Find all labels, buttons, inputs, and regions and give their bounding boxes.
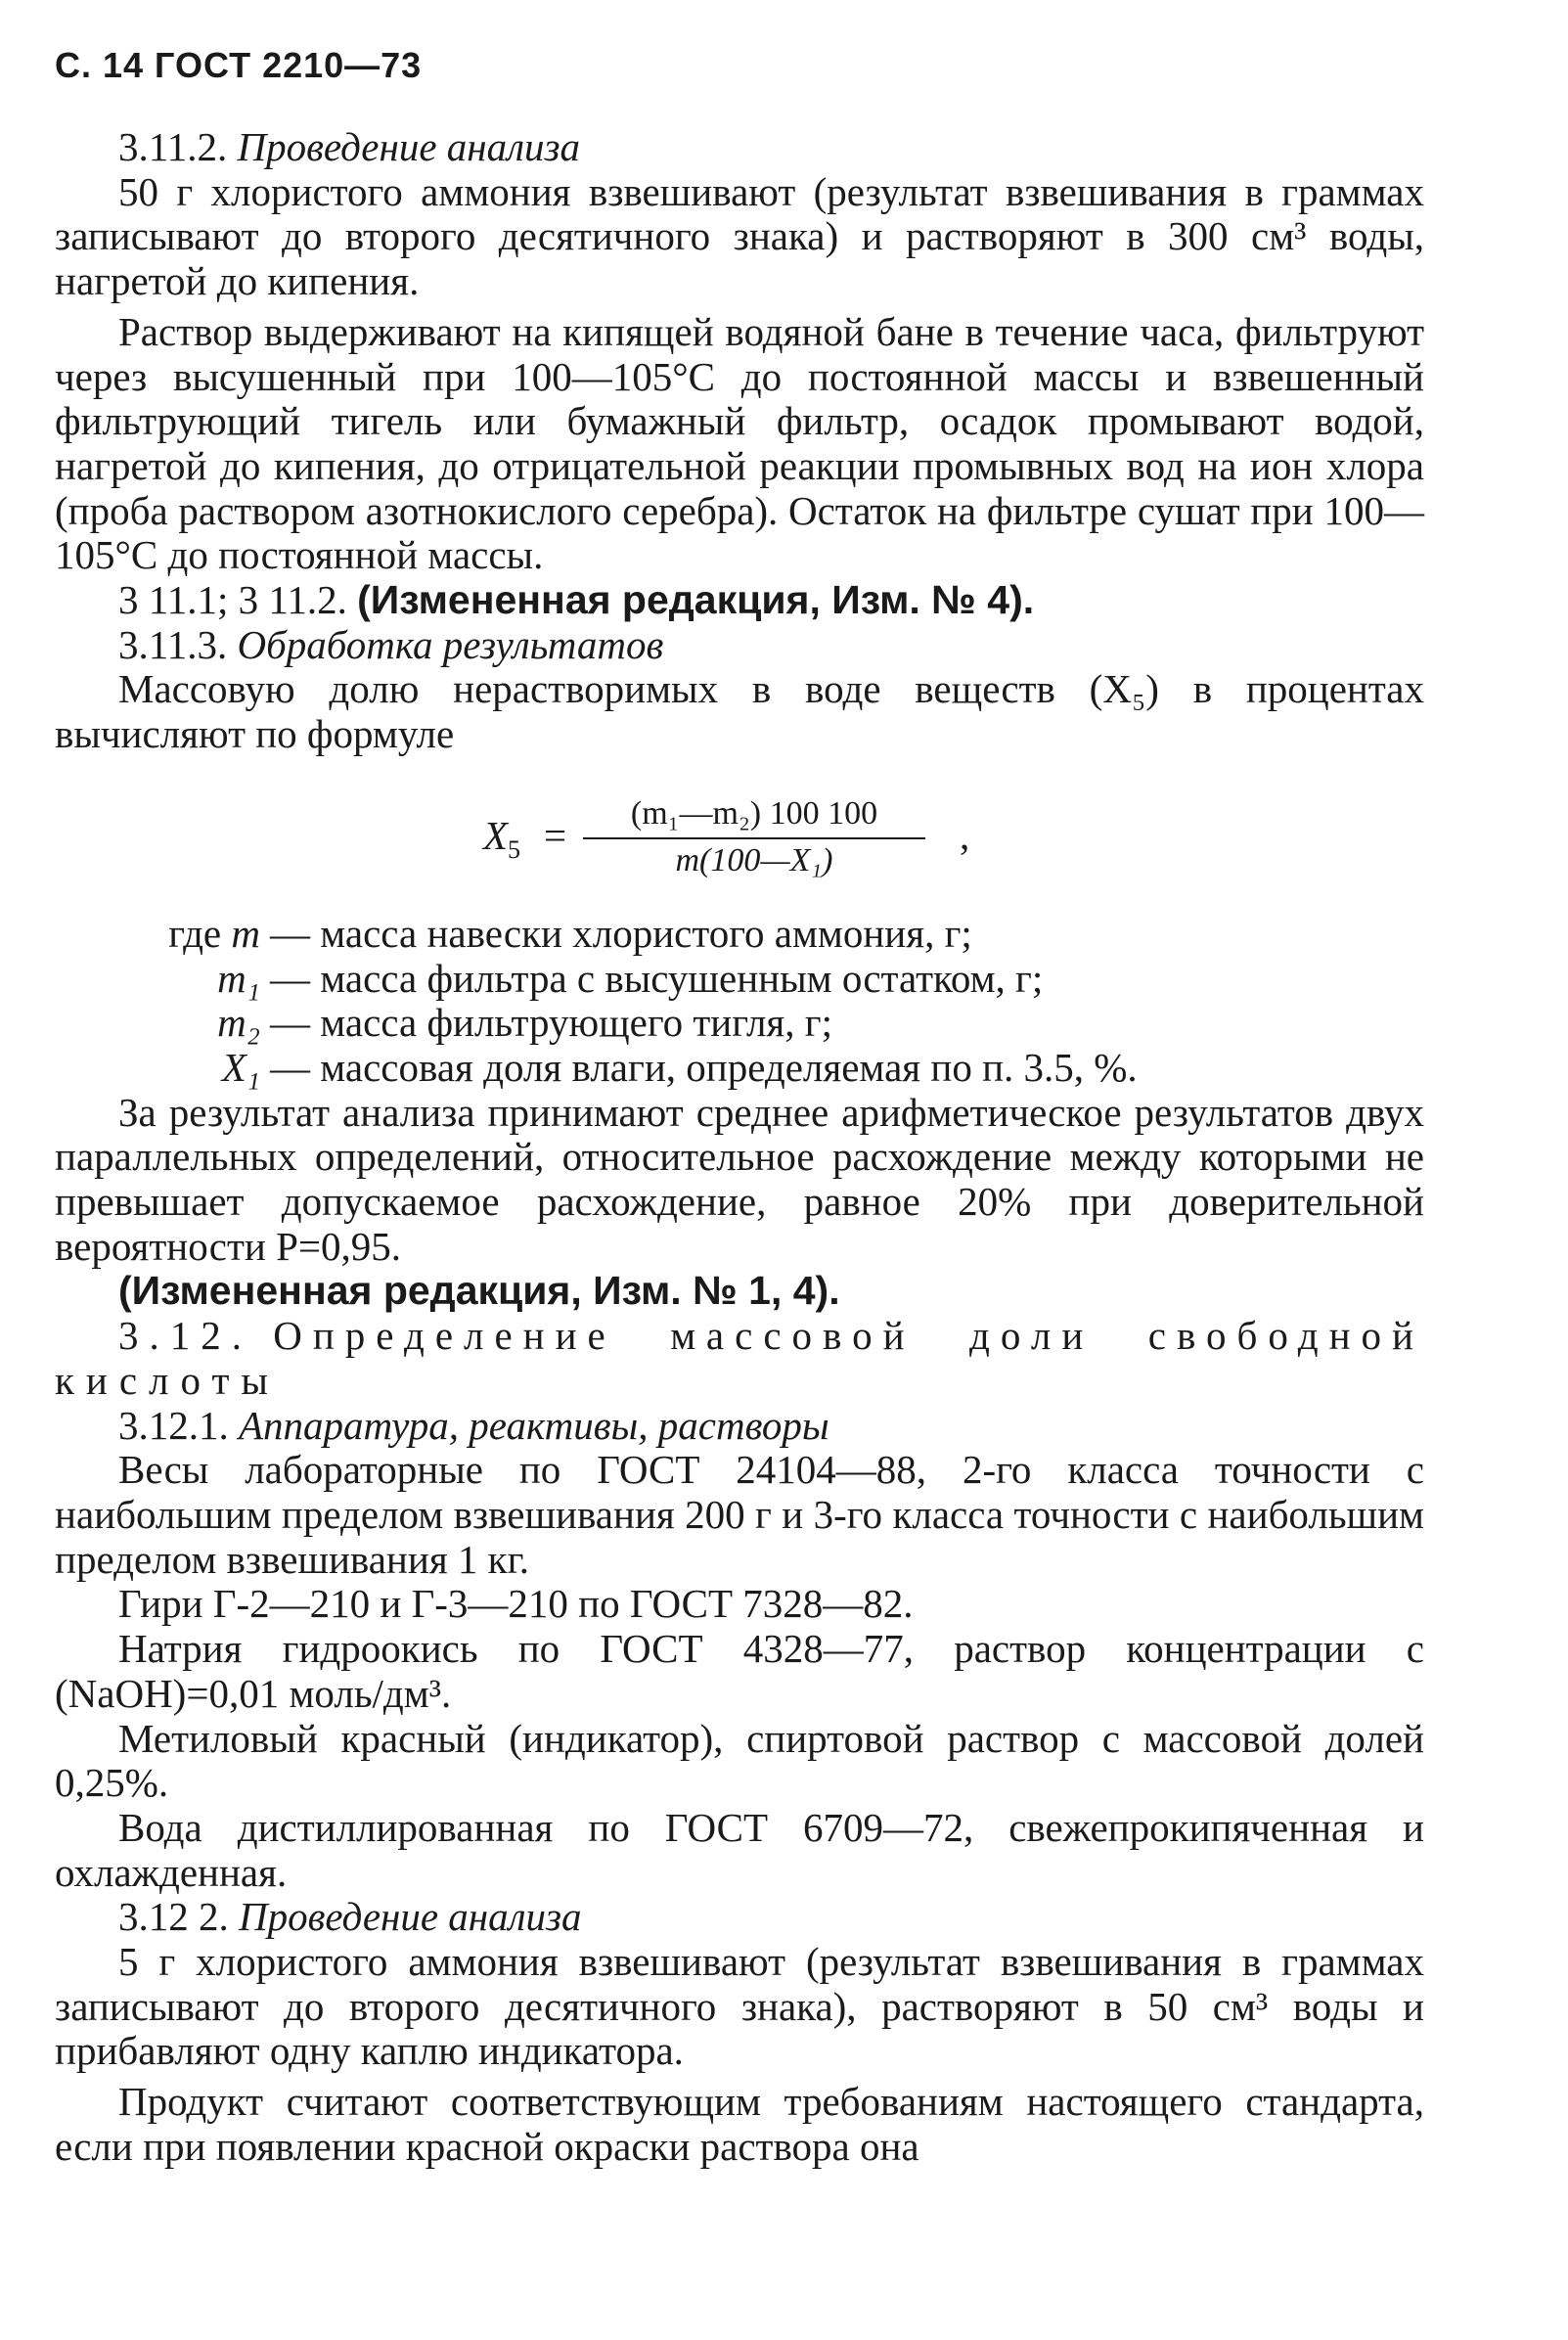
section-number: 3.12.1. bbox=[118, 1402, 239, 1448]
section-number: 3.12 2. bbox=[118, 1894, 239, 1940]
paragraph-weights: Гири Г-2—210 и Г-3—210 по ГОСТ 7328—82. bbox=[118, 1581, 914, 1627]
where-item bbox=[55, 1001, 1424, 1046]
section-number: 3.11.2. bbox=[118, 124, 238, 169]
variable-symbol: X₁ bbox=[221, 1044, 260, 1090]
heading-word: массовой bbox=[670, 1313, 916, 1359]
section-3-11-3-heading bbox=[55, 623, 1424, 668]
formula-numerator: (m₁—m₂) 100 100 bbox=[583, 792, 925, 839]
paragraph-sample-weighing: 50 г хлористого аммония взвешивают (результат взвешивания в граммах записывают до второго десятичного знака) и растворяют в 300 см³ воды, нагретой до кипения. bbox=[55, 168, 1424, 304]
where-item: где m — масса навески хлористого аммония, г; bbox=[55, 912, 1424, 957]
section-number: 3.11.3. bbox=[118, 621, 238, 667]
formula-lhs: $X_5$ bbox=[483, 812, 521, 865]
paragraph-formula-intro: Массовую долю нерастворимых в воде веществ (X₅) в процентах вычисляют по формуле bbox=[55, 666, 1424, 757]
document-page bbox=[55, 39, 1424, 2170]
heading-word: 3.12. Определение bbox=[118, 1313, 616, 1359]
heading-word: доли bbox=[969, 1313, 1095, 1359]
paragraph-scales: Весы лабораторные по ГОСТ 24104—88, 2-го класса точности с наибольшим пределом взвешивания 200 г и 3-го класса точности с наибольшим пределом взвешивания 1 кг. bbox=[55, 1447, 1424, 1582]
section-title: Проведение анализа bbox=[239, 1894, 582, 1940]
change-note-text: (Измененная редакция, Изм. № 4). bbox=[357, 577, 1035, 623]
variable-description: — масса фильтра с высушенным остатком, г; bbox=[270, 955, 1044, 1001]
paragraph-result: За результат анализа принимают среднее арифметическое результатов двух параллельных определений, относительное расхождение между которыми не превышает допускаемое расхождение, равное 20% при доверительной вероятности Р=0,95. bbox=[55, 1089, 1424, 1269]
page-header: С. 14 ГОСТ 2210—73 bbox=[55, 45, 423, 85]
formula-equals: = bbox=[544, 812, 567, 858]
section-title: Аппаратура, реактивы, растворы bbox=[239, 1402, 829, 1448]
paragraph-indicator: Метиловый красный (индикатор), спиртовой раствор с массовой долей 0,25%. bbox=[55, 1715, 1424, 1806]
change-note-ref: 3 11.1; 3 11.2. bbox=[118, 577, 358, 623]
section-title: Обработка результатов bbox=[237, 621, 664, 667]
variable-symbol: m₁ bbox=[217, 955, 260, 1001]
heading-word: свободной bbox=[1147, 1313, 1424, 1359]
variable-symbol: m bbox=[231, 910, 260, 956]
paragraph-naoh: Натрия гидроокись по ГОСТ 4328—77, раствор концентрации с (NaOH)=0,01 моль/дм³. bbox=[55, 1626, 1424, 1716]
paragraph-filtering: Раствор выдерживают на кипящей водяной бане в течение часа, фильтруют через высушенный при 100—105°С до постоянной массы и взвешенный фильтрующий тигель или бумажный фильтр, осадок промывают водой, нагретой до кипения, до отрицательной реакции промывных вод на ион хлора (проба раствором азотнокислого серебра). Остаток на фильтре сушат при 100—105°С до постоянной массы. bbox=[55, 308, 1424, 578]
change-note-1-4: (Измененная редакция, Изм. № 1, 4). bbox=[118, 1268, 840, 1314]
section-3-12-heading-tail: кислоты bbox=[55, 1357, 280, 1403]
paragraph-water: Вода дистиллированная по ГОСТ 6709—72, свежепрокипяченная и охлажденная. bbox=[55, 1804, 1424, 1895]
formula-denominator: m(100—X₁) bbox=[675, 841, 833, 878]
formula-x5 bbox=[55, 792, 1424, 882]
section-3-12-heading bbox=[55, 1314, 1424, 1359]
section-3-12-1-heading bbox=[55, 1404, 1424, 1449]
where-item bbox=[55, 957, 1424, 1002]
formula-fraction bbox=[583, 792, 925, 882]
variable-description: — масса фильтрующего тигля, г; bbox=[270, 1000, 833, 1046]
variable-description: — масса навески хлористого аммония, г; bbox=[270, 910, 972, 956]
section-3-11-2-heading bbox=[55, 125, 1424, 170]
paragraph-sample-dissolve: 5 г хлористого аммония взвешивают (результат взвешивания в граммах записывают до второго десятичного знака), растворяют в 50 см³ воды и прибавляют одну каплю индикатора. bbox=[55, 1939, 1424, 2074]
section-title: Проведение анализа bbox=[237, 124, 581, 169]
variable-description: — массовая доля влаги, определяемая по п. 3.5, %. bbox=[270, 1044, 1138, 1090]
where-item bbox=[55, 1046, 1424, 1091]
formula-comma: , bbox=[960, 812, 970, 858]
change-note-4 bbox=[55, 578, 1424, 623]
paragraph-conformity: Продукт считают соответствующим требованиям настоящего стандарта, если при появлении красной окраски раствора она bbox=[55, 2079, 1424, 2169]
section-3-12-2-heading bbox=[55, 1895, 1424, 1940]
variable-symbol: m₂ bbox=[217, 1000, 260, 1046]
